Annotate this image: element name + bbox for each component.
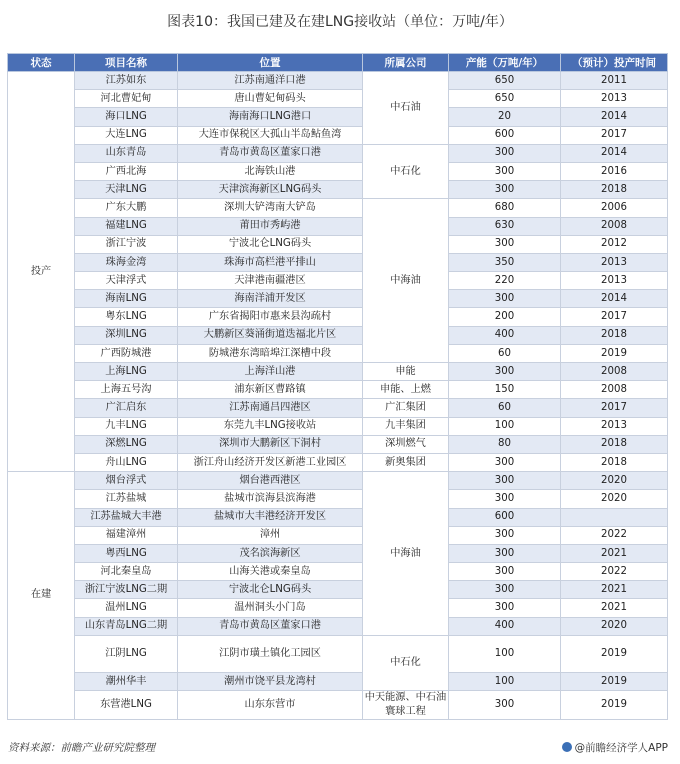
- year-cell: 2017: [561, 126, 668, 144]
- company-cell: 深圳燃气: [363, 435, 449, 453]
- capacity-cell: 150: [449, 381, 561, 399]
- location-cell: 宁波北仑LNG码头: [178, 235, 363, 253]
- project-name-cell: 江苏盐城大丰港: [75, 508, 178, 526]
- location-cell: 盐城市大丰港经济开发区: [178, 508, 363, 526]
- year-cell: 2018: [561, 181, 668, 199]
- project-name-cell: 福建漳州: [75, 526, 178, 544]
- project-name-cell: 粤东LNG: [75, 308, 178, 326]
- year-cell: 2020: [561, 617, 668, 635]
- location-cell: 青岛市黄岛区董家口港: [178, 144, 363, 162]
- location-cell: 防城港东湾暗埠江深槽中段: [178, 344, 363, 362]
- location-cell: 唐山曹妃甸码头: [178, 90, 363, 108]
- project-name-cell: 江苏如东: [75, 72, 178, 90]
- company-cell: 新奥集团: [363, 453, 449, 471]
- table-row: [8, 108, 668, 126]
- location-cell: 大连市保税区大孤山半岛鲇鱼湾: [178, 126, 363, 144]
- company-cell: 申能、上燃: [363, 381, 449, 399]
- capacity-cell: 100: [449, 417, 561, 435]
- capacity-cell: 300: [449, 490, 561, 508]
- project-name-cell: 珠海金湾: [75, 253, 178, 271]
- location-cell: 浙江舟山经济开发区新港工业园区: [178, 453, 363, 471]
- project-name-cell: 粤西LNG: [75, 544, 178, 562]
- capacity-cell: 300: [449, 162, 561, 180]
- header-company: 所属公司: [363, 54, 449, 72]
- project-name-cell: 山东青岛LNG二期: [75, 617, 178, 635]
- table-row: [8, 290, 668, 308]
- header-status: 状态: [8, 54, 75, 72]
- capacity-cell: 300: [449, 181, 561, 199]
- status-cell: 投产: [8, 72, 75, 472]
- year-cell: [561, 508, 668, 526]
- table-row: [8, 162, 668, 180]
- project-name-cell: 山东青岛: [75, 144, 178, 162]
- table-body: [8, 72, 668, 720]
- project-name-cell: 天津LNG: [75, 181, 178, 199]
- capacity-cell: 300: [449, 599, 561, 617]
- table-row: [8, 563, 668, 581]
- table-row: [8, 381, 668, 399]
- year-cell: 2020: [561, 472, 668, 490]
- year-cell: 2018: [561, 326, 668, 344]
- table-row: [8, 599, 668, 617]
- brand-credit-text: @前瞻经济学人APP: [574, 742, 668, 754]
- status-cell: 在建: [8, 472, 75, 719]
- capacity-cell: 300: [449, 235, 561, 253]
- location-cell: 浦东新区曹路镇: [178, 381, 363, 399]
- location-cell: 北海铁山港: [178, 162, 363, 180]
- location-cell: 东莞九丰LNG接收站: [178, 417, 363, 435]
- year-cell: 2017: [561, 308, 668, 326]
- year-cell: 2013: [561, 417, 668, 435]
- year-cell: 2021: [561, 599, 668, 617]
- year-cell: 2006: [561, 199, 668, 217]
- capacity-cell: 100: [449, 635, 561, 672]
- project-name-cell: 广汇启东: [75, 399, 178, 417]
- project-name-cell: 福建LNG: [75, 217, 178, 235]
- capacity-cell: 650: [449, 72, 561, 90]
- table-row: [8, 272, 668, 290]
- project-name-cell: 江阴LNG: [75, 635, 178, 672]
- year-cell: 2008: [561, 363, 668, 381]
- year-cell: 2017: [561, 399, 668, 417]
- table-row: [8, 672, 668, 690]
- location-cell: 天津滨海新区LNG码头: [178, 181, 363, 199]
- project-name-cell: 舟山LNG: [75, 453, 178, 471]
- project-name-cell: 广西北海: [75, 162, 178, 180]
- capacity-cell: 300: [449, 563, 561, 581]
- capacity-cell: 300: [449, 581, 561, 599]
- table-row: [8, 326, 668, 344]
- capacity-cell: 400: [449, 326, 561, 344]
- capacity-cell: 300: [449, 363, 561, 381]
- year-cell: 2021: [561, 581, 668, 599]
- location-cell: 山东东营市: [178, 691, 363, 720]
- project-name-cell: 海南LNG: [75, 290, 178, 308]
- table-row: [8, 126, 668, 144]
- capacity-cell: 20: [449, 108, 561, 126]
- project-name-cell: 九丰LNG: [75, 417, 178, 435]
- capacity-cell: 200: [449, 308, 561, 326]
- location-cell: 大鹏新区葵涌街道迭福北片区: [178, 326, 363, 344]
- year-cell: 2016: [561, 162, 668, 180]
- location-cell: 盐城市滨海县滨海港: [178, 490, 363, 508]
- project-name-cell: 广东大鹏: [75, 199, 178, 217]
- project-name-cell: 大连LNG: [75, 126, 178, 144]
- table-row: [8, 235, 668, 253]
- location-cell: 宁波北仑LNG码头: [178, 581, 363, 599]
- table-row: [8, 181, 668, 199]
- location-cell: 温州洞头小门岛: [178, 599, 363, 617]
- capacity-cell: 300: [449, 290, 561, 308]
- header-year: （预计）投产时间: [561, 54, 668, 72]
- table-row: [8, 435, 668, 453]
- capacity-cell: 350: [449, 253, 561, 271]
- table-row: [8, 308, 668, 326]
- table-row: [8, 417, 668, 435]
- company-cell: 中石油: [363, 72, 449, 145]
- capacity-cell: 60: [449, 344, 561, 362]
- table-row: [8, 199, 668, 217]
- project-name-cell: 河北秦皇岛: [75, 563, 178, 581]
- location-cell: 珠海市高栏港平排山: [178, 253, 363, 271]
- year-cell: 2014: [561, 144, 668, 162]
- project-name-cell: 深燃LNG: [75, 435, 178, 453]
- location-cell: 深圳市大鹏新区下洞村: [178, 435, 363, 453]
- location-cell: 青岛市黄岛区董家口港: [178, 617, 363, 635]
- table-row: [8, 472, 668, 490]
- year-cell: 2014: [561, 108, 668, 126]
- capacity-cell: 650: [449, 90, 561, 108]
- project-name-cell: 烟台浮式: [75, 472, 178, 490]
- year-cell: 2018: [561, 435, 668, 453]
- year-cell: 2019: [561, 672, 668, 690]
- year-cell: 2011: [561, 72, 668, 90]
- table-row: [8, 399, 668, 417]
- year-cell: 2014: [561, 290, 668, 308]
- capacity-cell: 300: [449, 544, 561, 562]
- project-name-cell: 上海五号沟: [75, 381, 178, 399]
- capacity-cell: 600: [449, 508, 561, 526]
- page-title: 图表10：我国已建及在建LNG接收站（单位：万吨/年）: [167, 14, 513, 30]
- year-cell: 2013: [561, 90, 668, 108]
- project-name-cell: 深圳LNG: [75, 326, 178, 344]
- table-header-row: [8, 54, 668, 72]
- header-capacity: 产能（万吨/年）: [449, 54, 561, 72]
- table-row: [8, 344, 668, 362]
- table-row: [8, 90, 668, 108]
- year-cell: 2013: [561, 253, 668, 271]
- project-name-cell: 江苏盐城: [75, 490, 178, 508]
- project-name-cell: 温州LNG: [75, 599, 178, 617]
- project-name-cell: 天津浮式: [75, 272, 178, 290]
- year-cell: 2008: [561, 217, 668, 235]
- capacity-cell: 60: [449, 399, 561, 417]
- year-cell: 2021: [561, 544, 668, 562]
- capacity-cell: 220: [449, 272, 561, 290]
- year-cell: 2019: [561, 635, 668, 672]
- capacity-cell: 300: [449, 526, 561, 544]
- location-cell: 广东省揭阳市惠来县沟疏村: [178, 308, 363, 326]
- year-cell: 2012: [561, 235, 668, 253]
- company-cell: 九丰集团: [363, 417, 449, 435]
- capacity-cell: 300: [449, 144, 561, 162]
- project-name-cell: 上海LNG: [75, 363, 178, 381]
- table-row: [8, 144, 668, 162]
- year-cell: 2019: [561, 344, 668, 362]
- location-cell: 上海洋山港: [178, 363, 363, 381]
- year-cell: 2020: [561, 490, 668, 508]
- brand-credit: [562, 740, 668, 755]
- location-cell: 江苏南通洋口港: [178, 72, 363, 90]
- year-cell: 2022: [561, 526, 668, 544]
- project-name-cell: 海口LNG: [75, 108, 178, 126]
- capacity-cell: 80: [449, 435, 561, 453]
- table-row: [8, 72, 668, 90]
- capacity-cell: 300: [449, 691, 561, 720]
- location-cell: 江阴市璜土镇化工园区: [178, 635, 363, 672]
- capacity-cell: 300: [449, 453, 561, 471]
- location-cell: 海南海口LNG港口: [178, 108, 363, 126]
- company-cell: 广汇集团: [363, 399, 449, 417]
- table-row: [8, 635, 668, 672]
- company-cell: 中石化: [363, 635, 449, 690]
- capacity-cell: 630: [449, 217, 561, 235]
- table-row: [8, 490, 668, 508]
- location-cell: 潮州市饶平县龙湾村: [178, 672, 363, 690]
- table-row: [8, 253, 668, 271]
- source-note: 资料来源：前瞻产业研究院整理: [8, 742, 155, 754]
- table-row: [8, 617, 668, 635]
- location-cell: 烟台港西港区: [178, 472, 363, 490]
- project-name-cell: 东营港LNG: [75, 691, 178, 720]
- capacity-cell: 300: [449, 472, 561, 490]
- table-row: [8, 526, 668, 544]
- capacity-cell: 400: [449, 617, 561, 635]
- table-row: [8, 508, 668, 526]
- year-cell: 2019: [561, 691, 668, 720]
- table-row: [8, 544, 668, 562]
- capacity-cell: 100: [449, 672, 561, 690]
- project-name-cell: 潮州华丰: [75, 672, 178, 690]
- capacity-cell: 600: [449, 126, 561, 144]
- company-cell: 中海油: [363, 472, 449, 636]
- table-row: [8, 453, 668, 471]
- year-cell: 2008: [561, 381, 668, 399]
- capacity-cell: 680: [449, 199, 561, 217]
- project-name-cell: 浙江宁波LNG二期: [75, 581, 178, 599]
- location-cell: 山海关港或秦皇岛: [178, 563, 363, 581]
- location-cell: 漳州: [178, 526, 363, 544]
- header-project-name: 项目名称: [75, 54, 178, 72]
- location-cell: 茂名滨海新区: [178, 544, 363, 562]
- company-cell: 中海油: [363, 199, 449, 363]
- header-location: 位置: [178, 54, 363, 72]
- table-row: [8, 691, 668, 720]
- location-cell: 莆田市秀屿港: [178, 217, 363, 235]
- company-cell: 中天能源、中石油寰球工程: [363, 691, 449, 720]
- company-cell: 中石化: [363, 144, 449, 199]
- project-name-cell: 浙江宁波: [75, 235, 178, 253]
- table-row: [8, 581, 668, 599]
- lng-terminal-table: [7, 53, 668, 720]
- table-row: [8, 363, 668, 381]
- year-cell: 2018: [561, 453, 668, 471]
- year-cell: 2022: [561, 563, 668, 581]
- location-cell: 深圳大铲湾南大铲岛: [178, 199, 363, 217]
- company-cell: 申能: [363, 363, 449, 381]
- project-name-cell: 河北曹妃甸: [75, 90, 178, 108]
- brand-logo-icon: [562, 742, 572, 752]
- location-cell: 天津港南疆港区: [178, 272, 363, 290]
- location-cell: 江苏南通吕四港区: [178, 399, 363, 417]
- table-row: [8, 217, 668, 235]
- year-cell: 2013: [561, 272, 668, 290]
- project-name-cell: 广西防城港: [75, 344, 178, 362]
- location-cell: 海南洋浦开发区: [178, 290, 363, 308]
